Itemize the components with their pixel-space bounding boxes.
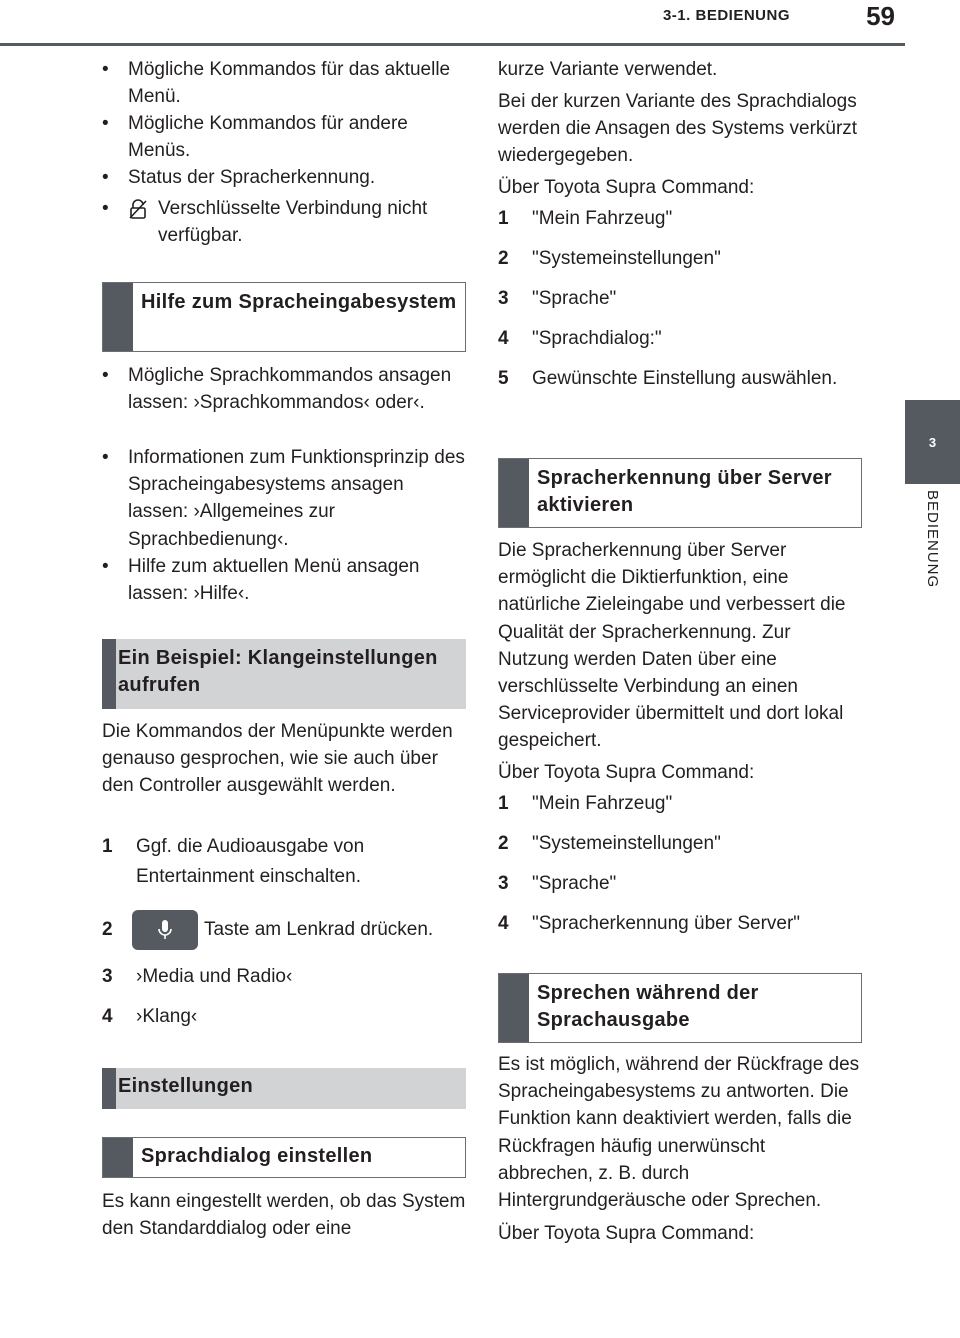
list-item: • Status der Spracherkennung. — [102, 167, 376, 188]
command-intro: Über Toyota Supra Command: — [498, 762, 755, 783]
section-heading: Sprechen während der Sprachausgabe — [498, 973, 862, 1043]
section-heading: Ein Beispiel: Klangeinstellungen aufrufen — [102, 639, 466, 709]
section-heading: Hilfe zum Spracheingabesystem — [102, 282, 466, 352]
page-number: 59 — [866, 1, 895, 31]
paragraph: Es ist möglich, während der Rückfrage des Spracheingabesystems zu antworten. Die Funktion kann deaktiviert werden, falls die Rückfragen häufig unerwünscht abbrechen, z. B. durch Hintergrundgeräusche oder Sprechen. — [498, 1054, 860, 1212]
running-header: 3-1. BEDIENUNG — [662, 7, 790, 24]
list-item-lock: • Verschlüsselte Verbindung nicht verfügbar. — [102, 198, 428, 247]
step-item: 4 "Spracherkennung über Server" — [498, 913, 801, 934]
step-item: 2 "Systemeinstellungen" — [498, 248, 721, 269]
list-item: • Mögliche Sprachkommandos ansagen lassen: ›Sprachkommandos‹ oder‹. — [102, 365, 452, 414]
paragraph: Bei der kurzen Variante des Sprachdialogs werden die Ansagen des Systems verkürzt wiedergegeben. — [498, 91, 858, 167]
chapter-tab — [905, 400, 960, 484]
step-item: 3 "Sprache" — [498, 873, 617, 894]
command-intro: Über Toyota Supra Command: — [498, 177, 755, 198]
step-item: 2 "Systemeinstellungen" — [498, 833, 721, 854]
step-item: 3 ›Media und Radio‹ — [102, 966, 293, 987]
section-heading: Spracherkennung über Server aktivieren — [498, 458, 862, 528]
microphone-button-icon — [132, 910, 198, 950]
step-item: 4 ›Klang‹ — [102, 1006, 198, 1027]
list-item: • Hilfe zum aktuellen Menü ansagen lassen: ›Hilfe‹. — [102, 556, 420, 605]
step-item: 1 "Mein Fahrzeug" — [498, 208, 673, 229]
step-item: 5 Gewünschte Einstellung auswählen. — [498, 368, 838, 389]
chapter-label-text: BEDIENUNG — [924, 490, 941, 589]
chapter-number: 3 — [928, 434, 937, 450]
paragraph: Die Kommandos der Menüpunkte werden genauso gesprochen, wie sie auch über den Controller ausgewählt werden. — [102, 721, 453, 797]
step-item: 1 Ggf. die Audioausgabe von Entertainment einschalten. — [102, 836, 365, 887]
list-item: • Mögliche Kommandos für andere Menüs. — [102, 113, 408, 162]
step-item: 3 "Sprache" — [498, 288, 617, 309]
paragraph: kurze Variante verwendet. — [498, 59, 718, 80]
unlocked-connection-icon — [128, 199, 148, 219]
chapter-label — [905, 490, 960, 620]
command-intro: Über Toyota Supra Command: — [498, 1223, 755, 1244]
list-item: • Mögliche Kommandos für das aktuelle Menü. — [102, 59, 451, 108]
header-rule — [0, 43, 905, 46]
section-heading: Sprachdialog einstellen — [102, 1137, 466, 1178]
step-item: 1 "Mein Fahrzeug" — [498, 793, 673, 814]
section-heading: Einstellungen — [102, 1068, 466, 1109]
step-item-mic: 2 Taste am Lenkrad drücken. — [102, 910, 466, 950]
step-item: 4 "Sprachdialog:" — [498, 328, 662, 349]
paragraph: Es kann eingestellt werden, ob das System den Standarddialog oder eine — [102, 1191, 466, 1240]
paragraph: Die Spracherkennung über Server ermöglicht die Diktierfunktion, eine natürliche Zieleingabe und verbessert die Qualität der Spracherkennung. Zur Nutzung werden Daten über eine verschlüsselte Verbindung an einen Serviceprovider übermittelt und dort lokal gespeichert. — [498, 540, 846, 752]
list-item: • Informationen zum Funktionsprinzip des Spracheingabesystems ansagen lassen: ›Allgemeines zur Sprachbedienung‹. — [102, 447, 465, 550]
